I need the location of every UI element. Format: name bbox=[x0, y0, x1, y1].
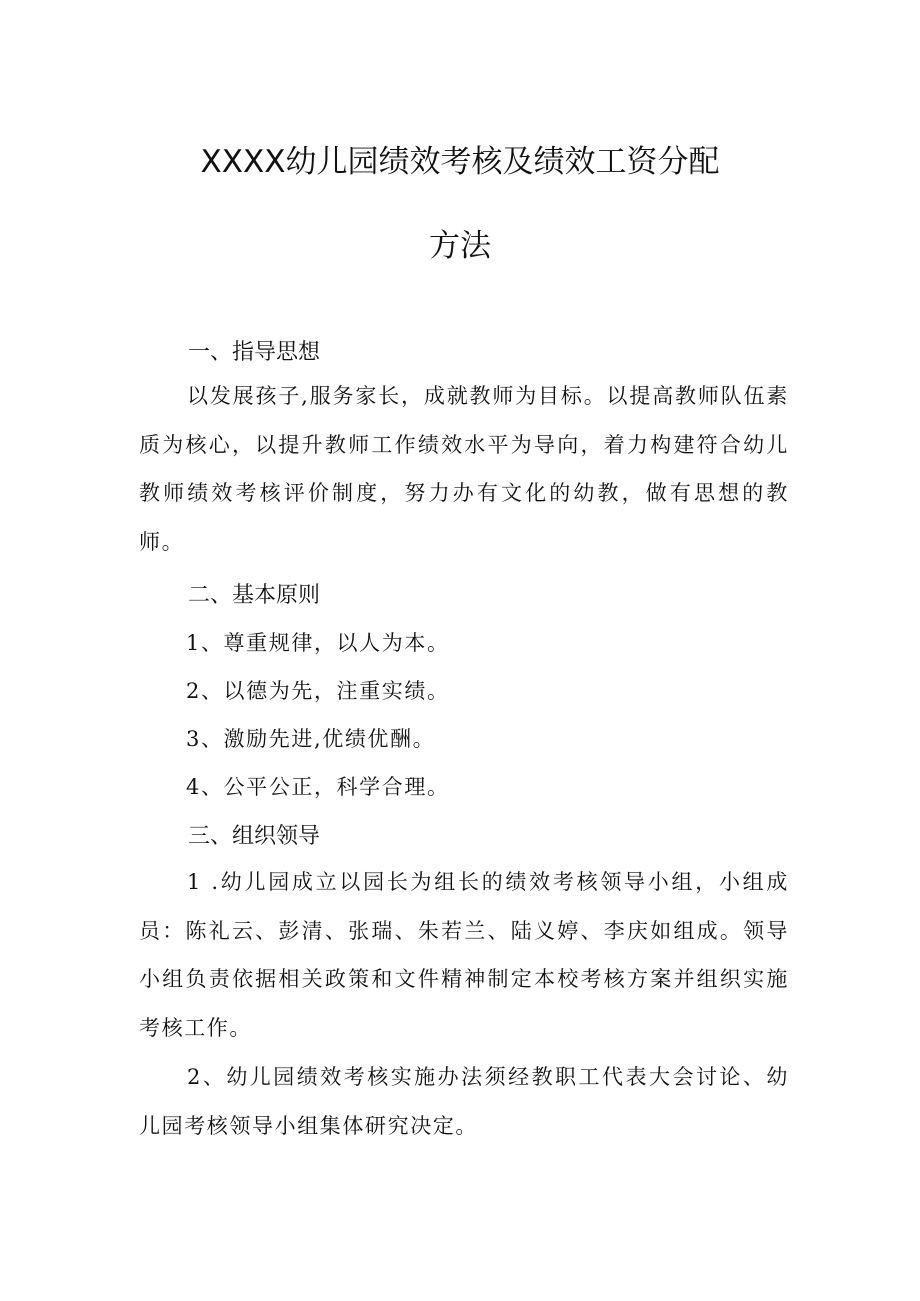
section-heading-basic-principles: 二、基本原则 bbox=[188, 583, 321, 608]
document-title-line-1: XXXX幼儿园绩效考核及绩效工资分配 bbox=[200, 144, 720, 180]
paragraph-leadership-group: 1 .幼儿园成立以园长为组长的绩效考核领导小组，小组成员：陈礼云、彭清、张瑞、朱若兰、陆义婷、李庆如组成。领导小组负责依据相关政策和文件精神制定本校考核方案并组织实施考核工作。 bbox=[139, 870, 789, 1040]
paragraph-guiding-ideology: 以发展孩子,服务家长，成就教师为目标。以提高教师队伍素质为核心，以提升教师工作绩效水平为导向，着力构建符合幼儿教师绩效考核评价制度，努力办有文化的幼教，做有思想的教师。 bbox=[139, 384, 789, 554]
principle-item-1: 1、尊重规律，以人为本。 bbox=[186, 631, 450, 655]
paragraph-implementation-approval: 2、幼儿园绩效考核实施办法须经教职工代表大会讨论、幼儿园考核领导小组集体研究决定。 bbox=[139, 1065, 789, 1138]
document-title-line-2: 方法 bbox=[429, 228, 491, 264]
principle-item-2: 2、以德为先，注重实绩。 bbox=[186, 679, 450, 703]
principle-item-4: 4、公平公正，科学合理。 bbox=[186, 775, 450, 799]
section-heading-organization-leadership: 三、组织领导 bbox=[188, 824, 321, 849]
principle-item-3: 3、激励先进,优绩优酬。 bbox=[186, 727, 436, 751]
section-heading-guiding-ideology: 一、指导思想 bbox=[188, 340, 321, 365]
